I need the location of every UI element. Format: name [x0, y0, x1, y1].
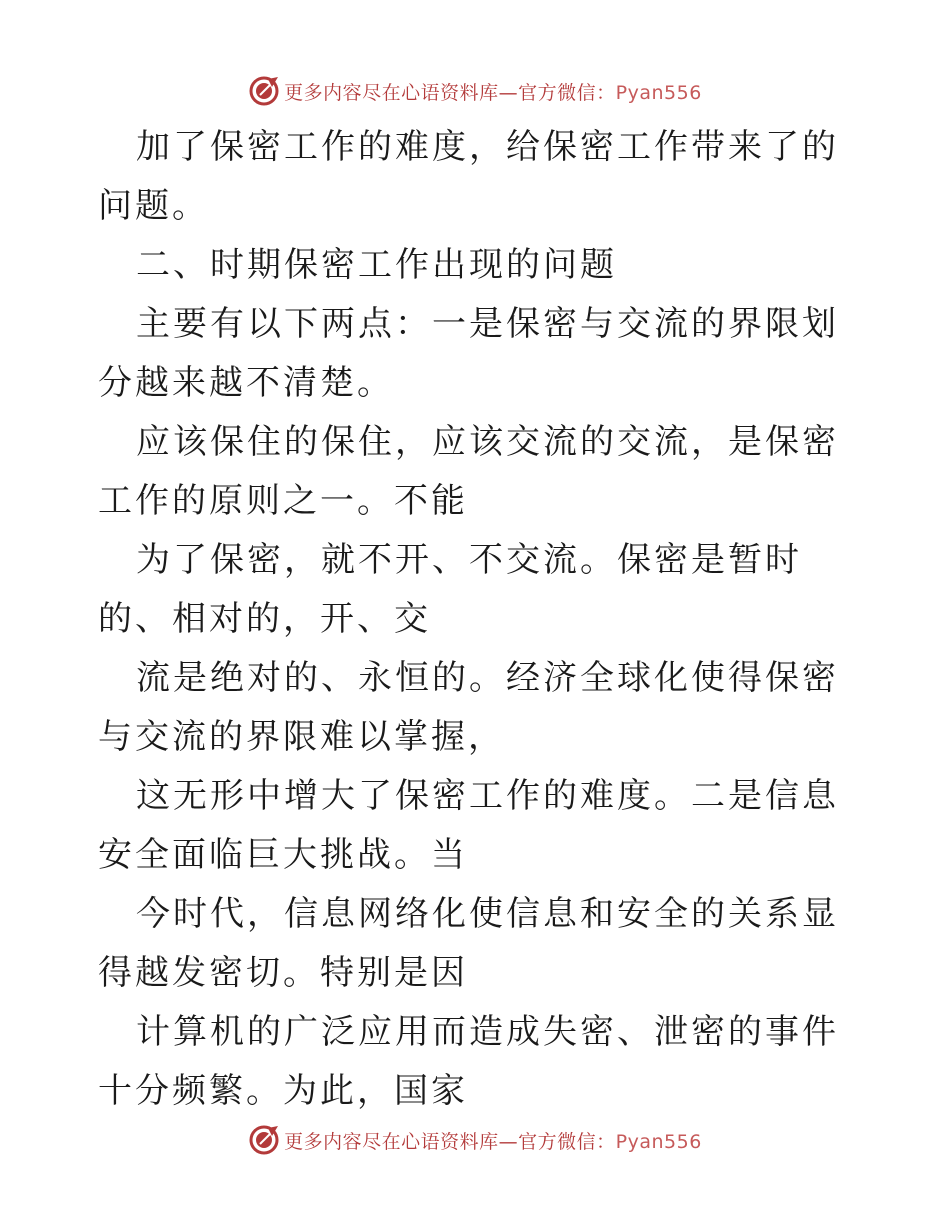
paragraph: 为了保密，就不开、不交流。保密是暂时的、相对的，开、交	[98, 540, 802, 639]
wechat-id: Pyan556	[615, 81, 702, 104]
banner-text: 更多内容尽在心语资料库—官方微信：	[284, 1130, 616, 1153]
section-heading: 二、时期保密工作出现的问题	[136, 245, 617, 285]
paragraph: 应该保住的保住，应该交流的交流，是保密工作的原则之一。不能	[98, 422, 839, 521]
header-banner	[0, 71, 950, 111]
paragraph: 计算机的广泛应用而造成失密、泄密的事件十分频繁。为此，国家	[98, 1012, 839, 1111]
paragraph: 主要有以下两点：一是保密与交流的界限划分越来越不清楚。	[98, 304, 839, 403]
paragraph: 今时代，信息网络化使信息和安全的关系显得越发密切。特别是因	[98, 894, 839, 993]
document-body	[98, 118, 858, 1121]
footer-banner	[0, 1120, 950, 1160]
banner-text: 更多内容尽在心语资料库—官方微信：	[284, 81, 616, 104]
wechat-id: Pyan556	[615, 1130, 702, 1153]
paragraph: 流是绝对的、永恒的。经济全球化使得保密与交流的界限难以掌握，	[98, 658, 839, 757]
quill-emblem-icon	[248, 1124, 280, 1156]
paragraph: 加了保密工作的难度，给保密工作带来了的问题。	[98, 127, 839, 226]
quill-emblem-icon	[248, 75, 280, 107]
paragraph: 这无形中增大了保密工作的难度。二是信息安全面临巨大挑战。当	[98, 776, 839, 875]
